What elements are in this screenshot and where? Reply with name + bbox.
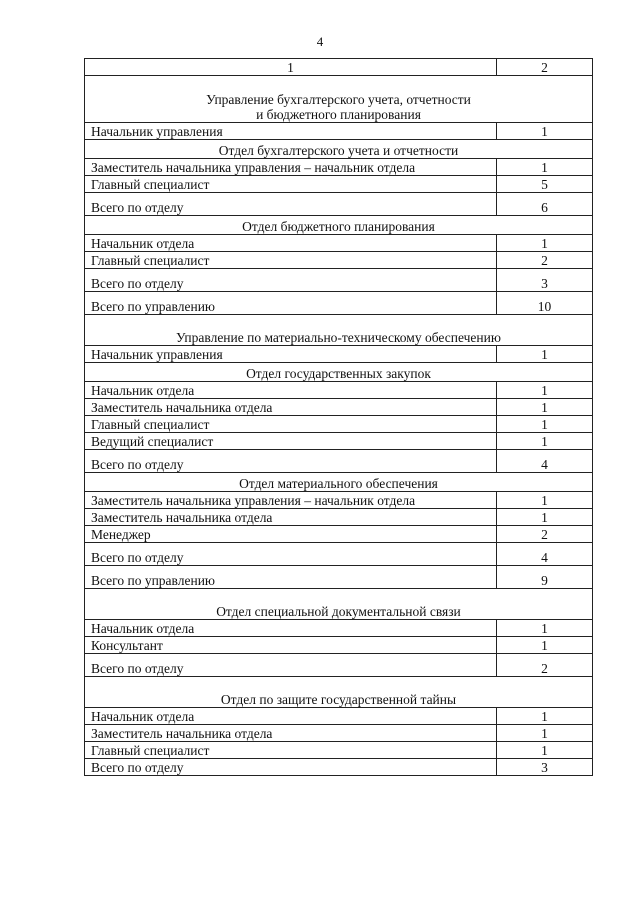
position-label: Главный специалист: [85, 252, 497, 269]
position-label: Начальник отдела: [85, 235, 497, 252]
table-row: [85, 346, 593, 363]
position-label: Консультант: [85, 637, 497, 654]
table-row: [85, 252, 593, 269]
table-row: [85, 759, 593, 776]
column-header-1: 1: [85, 59, 497, 76]
table-row: [85, 235, 593, 252]
position-count: 1: [497, 123, 593, 140]
position-count: 6: [497, 193, 593, 216]
section-title: Управление по материально-техническому обеспечению: [85, 315, 593, 346]
position-count: 1: [497, 159, 593, 176]
position-label: Всего по отделу: [85, 450, 497, 473]
position-count: 2: [497, 654, 593, 677]
table-row: [85, 509, 593, 526]
position-count: 1: [497, 742, 593, 759]
position-label: Всего по отделу: [85, 654, 497, 677]
table-row: [85, 725, 593, 742]
position-count: 3: [497, 269, 593, 292]
table-row: [85, 176, 593, 193]
position-count: 1: [497, 708, 593, 725]
column-header-2: 2: [497, 59, 593, 76]
table-row: [85, 742, 593, 759]
table-row: [85, 292, 593, 315]
position-count: 1: [497, 399, 593, 416]
table-row: [85, 269, 593, 292]
position-count: 10: [497, 292, 593, 315]
section-header-row: [85, 473, 593, 492]
position-label: Главный специалист: [85, 176, 497, 193]
position-count: 1: [497, 492, 593, 509]
table-row: [85, 637, 593, 654]
position-label: Заместитель начальника управления – начальник отдела: [85, 492, 497, 509]
position-count: 1: [497, 433, 593, 450]
table-row: [85, 450, 593, 473]
section-header-row: [85, 363, 593, 382]
section-header-row: [85, 216, 593, 235]
section-title: Отдел бюджетного планирования: [85, 216, 593, 235]
section-header-row: [85, 140, 593, 159]
table-row: [85, 193, 593, 216]
position-label: Начальник отдела: [85, 620, 497, 637]
position-label: Начальник отдела: [85, 382, 497, 399]
table-row: [85, 492, 593, 509]
section-title: Отдел специальной документальной связи: [85, 589, 593, 620]
section-header-row: [85, 76, 593, 123]
table-row: [85, 620, 593, 637]
section-header-row: [85, 677, 593, 708]
position-label: Заместитель начальника управления – начальник отдела: [85, 159, 497, 176]
position-count: 1: [497, 637, 593, 654]
position-count: 4: [497, 450, 593, 473]
table-row: [85, 159, 593, 176]
section-header-row: [85, 315, 593, 346]
position-count: 2: [497, 252, 593, 269]
position-label: Главный специалист: [85, 416, 497, 433]
position-label: Начальник управления: [85, 123, 497, 140]
staffing-table-body: [85, 59, 593, 776]
table-row: [85, 526, 593, 543]
position-label: Главный специалист: [85, 742, 497, 759]
position-count: 3: [497, 759, 593, 776]
position-label: Ведущий специалист: [85, 433, 497, 450]
position-label: Всего по управлению: [85, 292, 497, 315]
table-row: [85, 399, 593, 416]
table-row: [85, 708, 593, 725]
position-label: Заместитель начальника отдела: [85, 725, 497, 742]
table-row: [85, 433, 593, 450]
table-row: [85, 654, 593, 677]
section-title: Управление бухгалтерского учета, отчетности и бюджетного планирования: [85, 76, 593, 123]
position-count: 1: [497, 382, 593, 399]
position-count: 4: [497, 543, 593, 566]
section-header-row: [85, 589, 593, 620]
section-title: Отдел государственных закупок: [85, 363, 593, 382]
position-label: Менеджер: [85, 526, 497, 543]
position-label: Всего по управлению: [85, 566, 497, 589]
table-row: [85, 543, 593, 566]
section-title: Отдел по защите государственной тайны: [85, 677, 593, 708]
table-row: [85, 566, 593, 589]
position-count: 1: [497, 235, 593, 252]
table-row: [85, 382, 593, 399]
section-title: Отдел бухгалтерского учета и отчетности: [85, 140, 593, 159]
position-count: 1: [497, 416, 593, 433]
position-label: Всего по отделу: [85, 759, 497, 776]
position-label: Всего по отделу: [85, 543, 497, 566]
position-label: Заместитель начальника отдела: [85, 509, 497, 526]
position-count: 1: [497, 620, 593, 637]
position-label: Заместитель начальника отдела: [85, 399, 497, 416]
table-row: [85, 123, 593, 140]
staffing-table: [84, 58, 593, 776]
position-label: Всего по отделу: [85, 193, 497, 216]
table-row: [85, 416, 593, 433]
position-count: 1: [497, 509, 593, 526]
position-count: 9: [497, 566, 593, 589]
position-count: 5: [497, 176, 593, 193]
position-label: Начальник управления: [85, 346, 497, 363]
page-number: 4: [316, 34, 324, 49]
position-count: 1: [497, 346, 593, 363]
column-header-row: [85, 59, 593, 76]
position-count: 1: [497, 725, 593, 742]
section-title: Отдел материального обеспечения: [85, 473, 593, 492]
position-label: Начальник отдела: [85, 708, 497, 725]
position-label: Всего по отделу: [85, 269, 497, 292]
position-count: 2: [497, 526, 593, 543]
